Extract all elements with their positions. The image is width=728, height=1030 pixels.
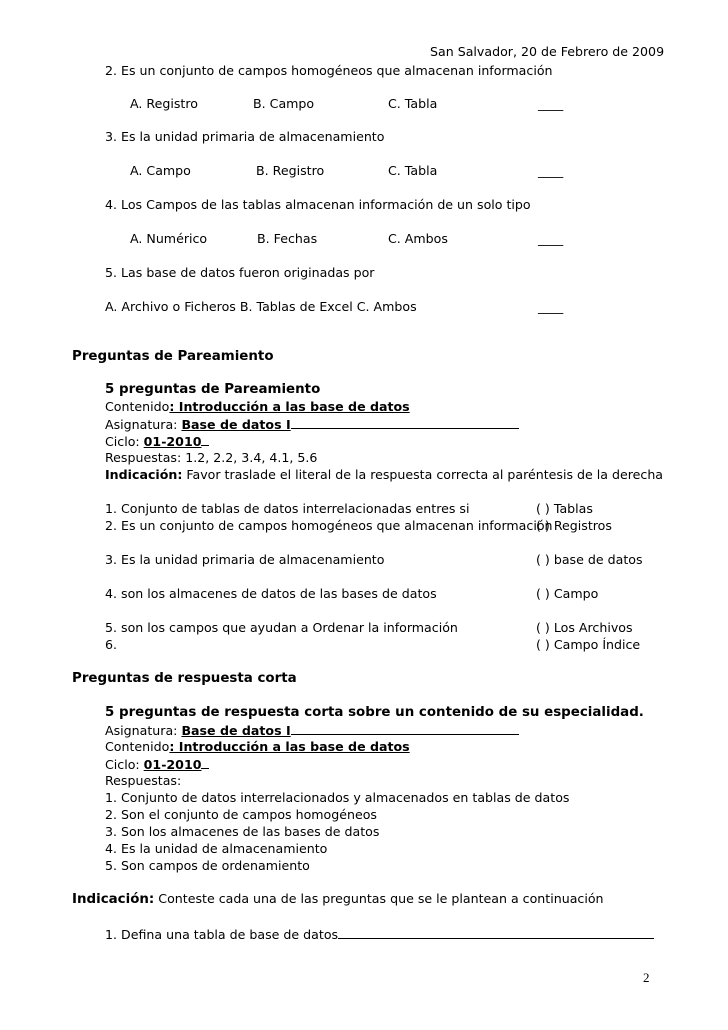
section-heading-pareamiento: Preguntas de Pareamiento (72, 349, 274, 364)
q3-answer-blank: ____ (538, 163, 564, 178)
answer-item: 1. Conjunto de datos interrelacionados y almacenados en tablas de datos (105, 790, 570, 805)
answer-item: 3. Son los almacenes de las bases de datos (105, 824, 380, 839)
pareamiento-ciclo (105, 433, 209, 449)
corta-asignatura (105, 722, 519, 738)
answer-line (338, 926, 654, 939)
q2-option-c: C. Tabla (388, 96, 438, 111)
corta-contenido (105, 739, 410, 754)
corta-respuestas-label: Respuestas: (105, 773, 182, 788)
indicacion-label: Indicación: (72, 892, 155, 907)
ciclo-underline (201, 756, 209, 769)
q5-options: A. Archivo o Ficheros B. Tablas de Excel C. Ambos (105, 299, 417, 314)
match-item-right: ( ) Los Archivos (536, 620, 633, 635)
answer-item: 4. Es la unidad de almacenamiento (105, 841, 328, 856)
question-text: 1. Defina una tabla de base de datos (105, 927, 339, 942)
page-number: 2 (643, 970, 650, 985)
match-item-left: 3. Es la unidad primaria de almacenamiento (105, 552, 385, 567)
q2-option-b: B. Campo (253, 96, 315, 111)
question-3-text: 3. Es la unidad primaria de almacenamiento (105, 129, 385, 144)
ciclo-label: Ciclo: (105, 757, 144, 772)
match-item-left: 6. (105, 637, 118, 652)
q3-option-a: A. Campo (130, 163, 191, 178)
asignatura-value: Base de datos I (181, 417, 291, 432)
match-item-right: ( ) Campo Índice (536, 637, 641, 652)
match-item-right: ( ) Campo (536, 586, 599, 601)
corta-ciclo (105, 756, 209, 772)
pareamiento-respuestas: Respuestas: 1.2, 2.2, 3.4, 4.1, 5.6 (105, 450, 318, 465)
q4-option-b: B. Fechas (257, 231, 318, 246)
pareamiento-title: 5 preguntas de Pareamiento (105, 382, 321, 397)
match-item-right: ( ) base de datos (536, 552, 643, 567)
ciclo-underline (201, 433, 209, 446)
date-line: San Salvador, 20 de Febrero de 2009 (430, 44, 665, 59)
question-4-text: 4. Los Campos de las tablas almacenan información de un solo tipo (105, 197, 531, 212)
q2-option-a: A. Registro (130, 96, 198, 111)
question-2-text: 2. Es un conjunto de campos homogéneos que almacenan información (105, 63, 553, 78)
asignatura-value: Base de datos I (181, 723, 291, 738)
match-item-left: 5. son los campos que ayudan a Ordenar la información (105, 620, 458, 635)
q3-option-c: C. Tabla (388, 163, 438, 178)
match-item-right: ( ) Tablas (536, 501, 593, 516)
question-5-text: 5. Las base de datos fueron originadas por (105, 265, 375, 280)
indicacion-text: Favor traslade el literal de la respuesta correcta al paréntesis de la derecha (182, 467, 664, 482)
contenido-label: Contenido (105, 399, 170, 414)
contenido-label: Contenido (105, 739, 170, 754)
asignatura-label: Asignatura: (105, 417, 182, 432)
q3-option-b: B. Registro (256, 163, 325, 178)
pareamiento-contenido (105, 399, 410, 414)
answer-item: 5. Son campos de ordenamiento (105, 858, 310, 873)
q4-answer-blank: ____ (538, 231, 564, 246)
pareamiento-asignatura (105, 416, 519, 432)
contenido-value: : Introducción a las base de datos (169, 399, 410, 414)
answer-item: 2. Son el conjunto de campos homogéneos (105, 807, 377, 822)
match-item-left: 4. son los almacenes de datos de las bases de datos (105, 586, 437, 601)
q2-answer-blank: ____ (538, 96, 564, 111)
match-item-left: 1. Conjunto de tablas de datos interrelacionadas entres si (105, 501, 470, 516)
corta-title: 5 preguntas de respuesta corta sobre un contenido de su especialidad. (105, 705, 644, 720)
contenido-value: : Introducción a las base de datos (169, 739, 410, 754)
indicacion-conteste (72, 891, 604, 907)
ciclo-value: 01-2010 (143, 434, 202, 449)
ciclo-value: 01-2010 (143, 757, 202, 772)
ciclo-label: Ciclo: (105, 434, 144, 449)
indicacion-text: Conteste cada una de las preguntas que se le plantean a continuación (154, 891, 604, 906)
pareamiento-indicacion (105, 467, 663, 482)
q5-answer-blank: ____ (538, 299, 564, 314)
match-item-right: ( ) Registros (536, 518, 612, 533)
asignatura-label: Asignatura: (105, 723, 182, 738)
asignatura-underline (291, 416, 519, 429)
q4-option-c: C. Ambos (388, 231, 448, 246)
section-heading-respuesta-corta: Preguntas de respuesta corta (72, 671, 297, 686)
indicacion-label: Indicación: (105, 467, 183, 482)
match-item-left: 2. Es un conjunto de campos homogéneos que almacenan información (105, 518, 553, 533)
asignatura-underline (291, 722, 519, 735)
question-defina-tabla (105, 926, 654, 942)
q4-option-a: A. Numérico (130, 231, 208, 246)
